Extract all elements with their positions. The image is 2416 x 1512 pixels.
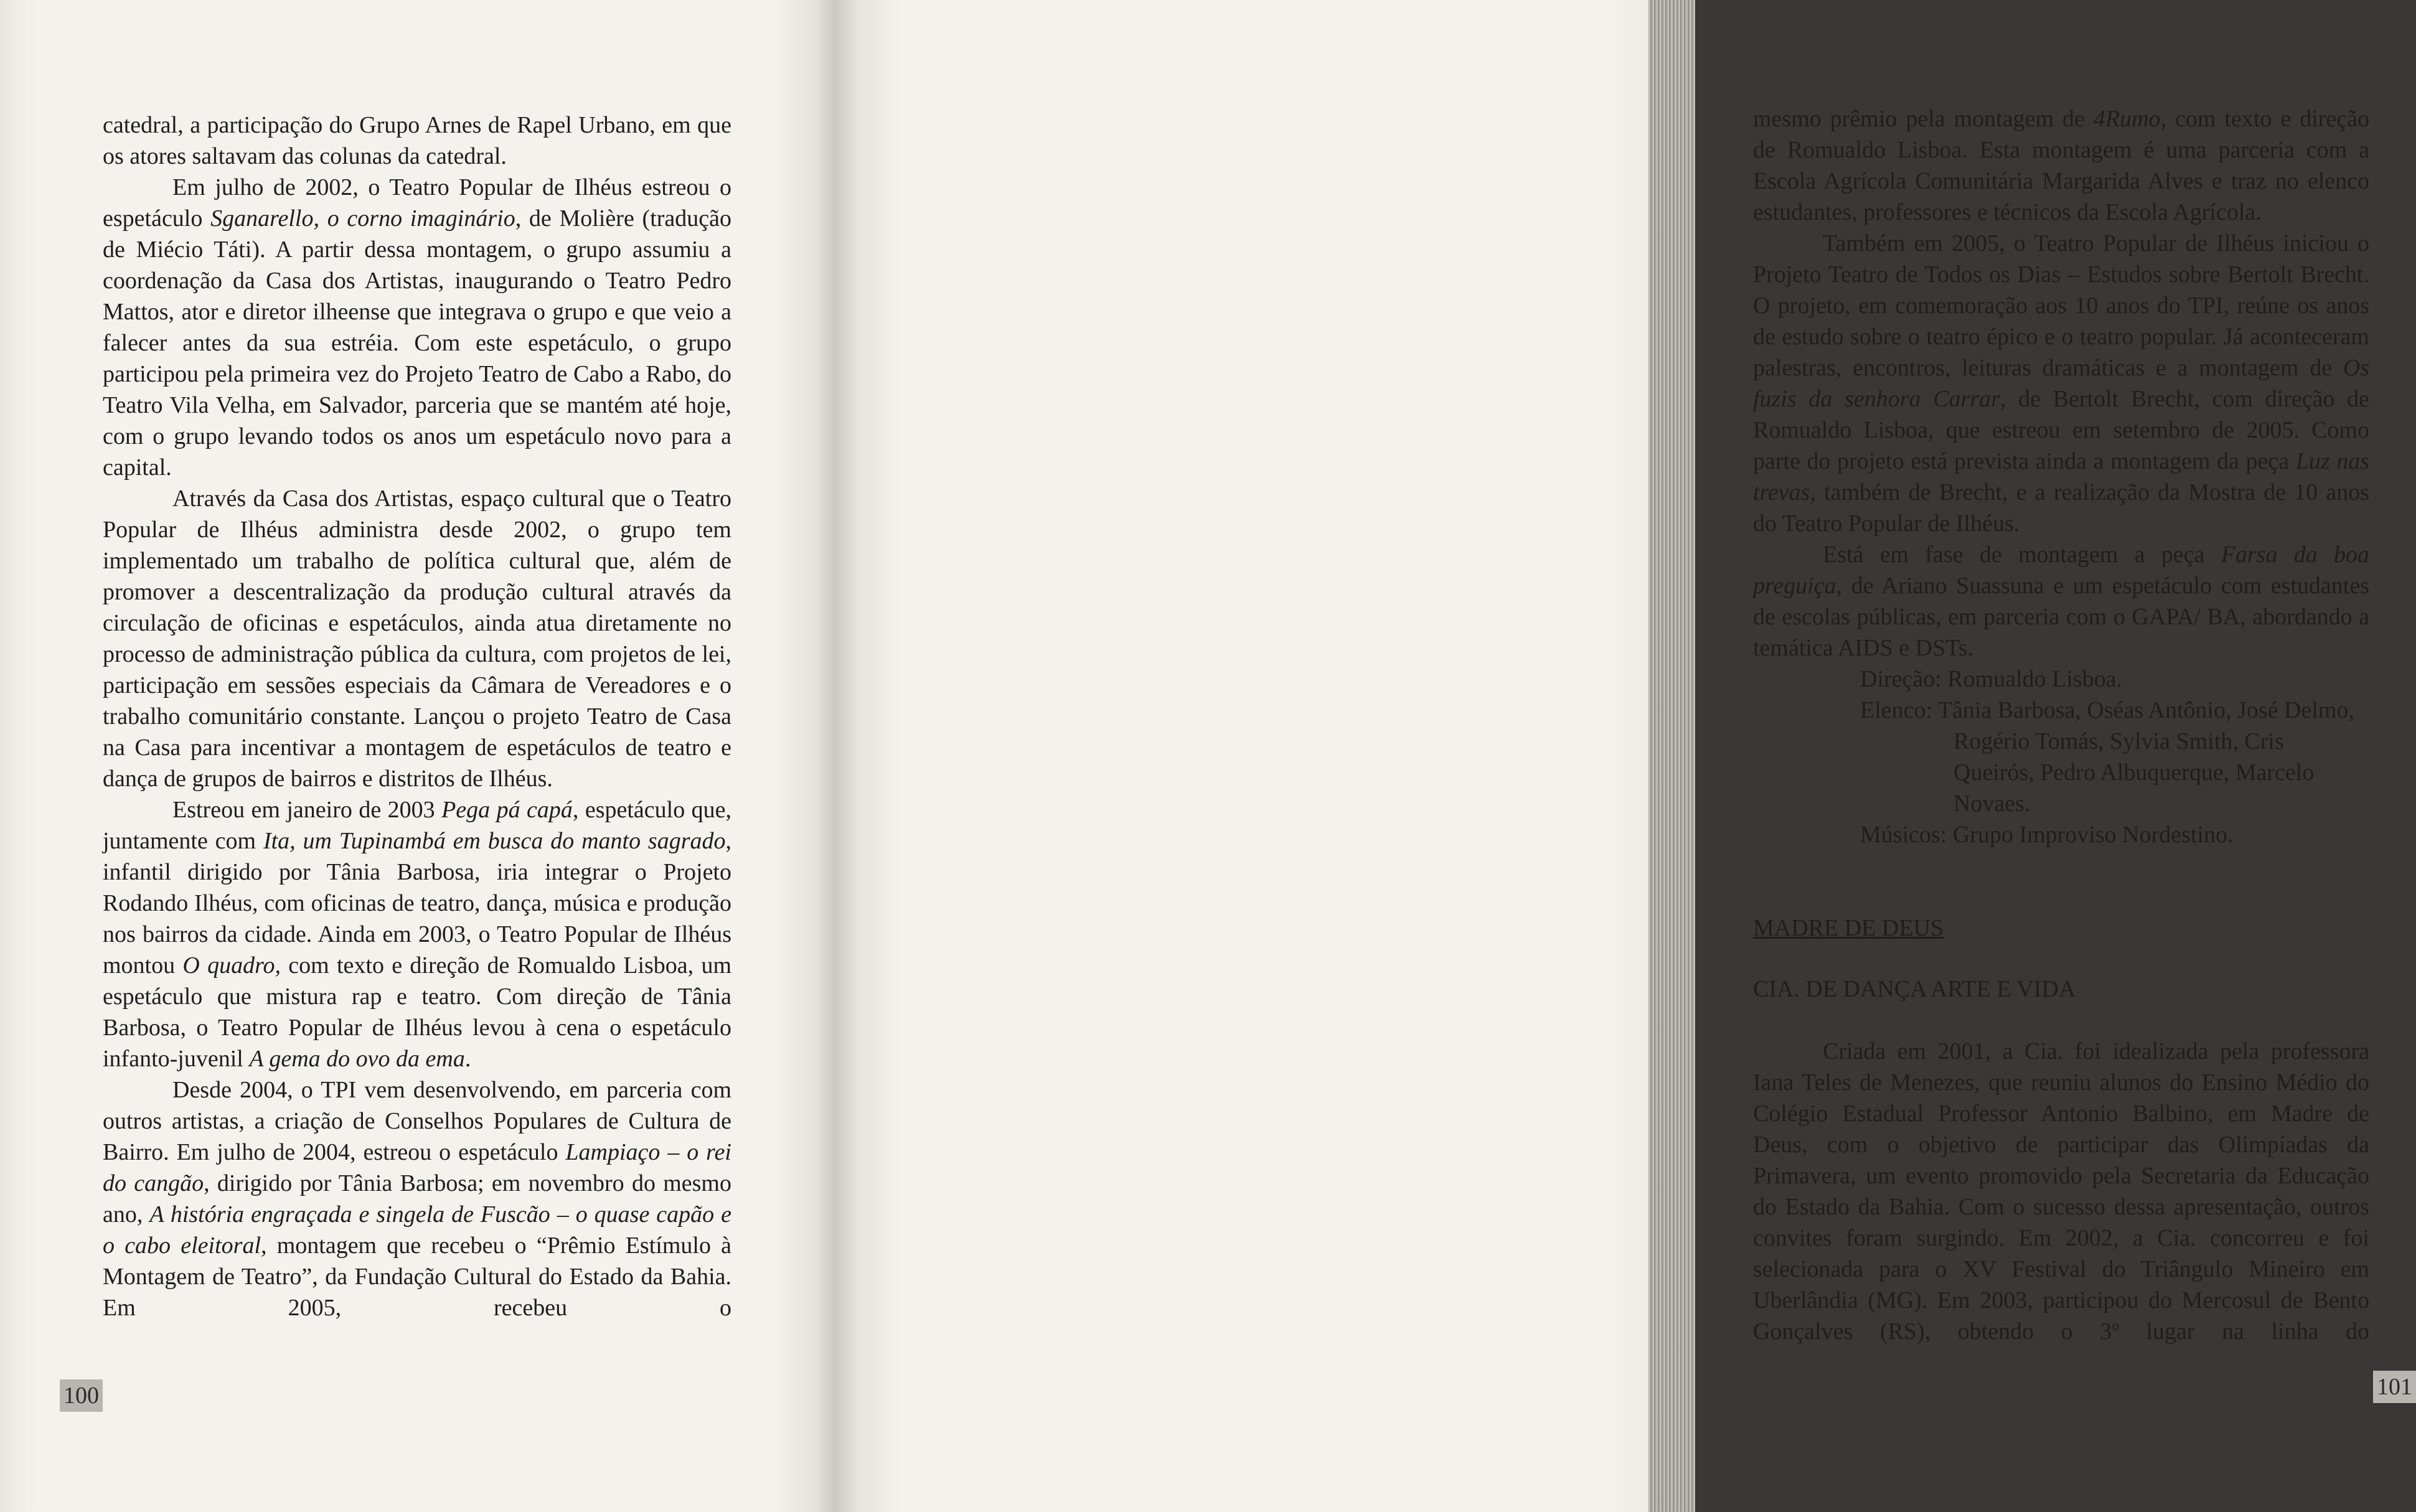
section-heading: MADRE DE DEUS	[1753, 915, 1944, 941]
play-title: Sganarello, o corno imaginário	[210, 205, 515, 232]
credit-direction: Direção: Romualdo Lisboa.	[1860, 666, 2123, 692]
paragraph: Está em fase de montagem a peça Farsa da boa preguiça, de Ariano Suassuna e um espetáculo com estudantes de escolas públicas, em parceria com o GAPA/ BA, abordando a temática AIDS e DSTs.	[1753, 542, 2370, 661]
right-page	[833, 0, 2412, 1512]
play-title: Os fuzis da senhora Carrar	[1753, 355, 2370, 412]
play-title: Farsa da boa preguiça	[1753, 542, 2370, 599]
left-page	[0, 0, 833, 1512]
company-name: CIA. DE DANÇA ARTE E VIDA	[1753, 976, 2076, 1002]
paragraph: Através da Casa dos Artistas, espaço cultural que o Teatro Popular de Ilhéus administra desde 2002, o grupo tem implementado um trabalho de política cultural que, além de promover a descentralização da produção cultural através da circulação de oficinas e espetáculos, ainda atua diretamente no processo de administração pública da cultura, com projetos de lei, participação em sessões especiais da Câmara de Vereadores e o trabalho comunitário constante. Lançou o projeto Teatro de Casa na Casa para incentivar a montagem de espetáculos de teatro e dança de grupos de bairros e distritos de Ilhéus.	[103, 486, 731, 792]
paragraph: Também em 2005, o Teatro Popular de Ilhéus iniciou o Projeto Teatro de Todos os Dias – Estudos sobre Bertolt Brecht. O projeto, em comemoração aos 10 anos do TPI, reúne os anos de estudo sobre o teatro épico e o teatro popular. Já aconteceram palestras, encontros, leituras dramáticas e a montagem de Os fuzis da senhora Carrar, de Bertolt Brecht, com direção de Romualdo Lisboa, que estreou em setembro de 2005. Como parte do projeto está prevista ainda a montagem da peça Luz nas trevas, também de Brecht, e a realização da Mostra de 10 anos do Teatro Popular de Ilhéus.	[1753, 230, 2370, 537]
play-title: Pega pá capá	[441, 797, 573, 823]
credit-musicians: Músicos: Grupo Improviso Nordestino.	[1860, 822, 2234, 848]
paragraph: catedral, a participação do Grupo Arnes de Rapel Urbano, em que os atores saltavam das colunas da catedral.	[103, 112, 731, 169]
right-page-body	[1753, 103, 2369, 1347]
play-title: A história engraçada e singela de Fuscão – o quase capão e o cabo eleitoral	[103, 1201, 731, 1259]
page-edges	[1648, 0, 1695, 1512]
paragraph: mesmo prêmio pela montagem de 4Rumo, com texto e direção de Romualdo Lisboa. Esta montagem é uma parceria com a Escola Agrícola Comunitária Margarida Alves e traz no elenco estudantes, professores e técnicos da Escola Agrícola.	[1753, 106, 2370, 225]
play-title: A gema do ovo da ema	[249, 1046, 465, 1072]
play-title: Luz nas trevas	[1753, 448, 2370, 505]
left-page-body	[103, 110, 731, 1323]
paragraph: Estreou em janeiro de 2003 Pega pá capá, espetáculo que, juntamente com Ita, um Tupinambá em busca do manto sagrado, infantil dirigido por Tânia Barbosa, iria integrar o Projeto Rodando Ilhéus, com oficinas de teatro, dança, música e produção nos bairros da cidade. Ainda em 2003, o Teatro Popular de Ilhéus montou O quadro, com texto e direção de Romualdo Lisboa, um espetáculo que mistura rap e teatro. Com direção de Tânia Barbosa, o Teatro Popular de Ilhéus levou à cena o espetáculo infanto-juvenil A gema do ovo da ema.	[103, 797, 732, 1072]
paragraph: Em julho de 2002, o Teatro Popular de Ilhéus estreou o espetáculo Sganarello, o corno imaginário, de Molière (tradução de Miécio Táti). A partir dessa montagem, o grupo assumiu a coordenação da Casa dos Artistas, inaugurando o Teatro Pedro Mattos, ator e diretor ilheense que integrava o grupo e que veio a falecer antes da sua estréia. Com este espetáculo, o grupo participou pela primeira vez do Projeto Teatro de Cabo a Rabo, do Teatro Vila Velha, em Salvador, parceria que se mantém até hoje, com o grupo levando todos os anos um espetáculo novo para a capital.	[103, 174, 732, 481]
page-number: 100	[60, 1379, 103, 1412]
play-title: 4Rumo	[2093, 106, 2161, 132]
paragraph: Criada em 2001, a Cia. foi idealizada pela professora Iana Teles de Menezes, que reuniu alunos do Ensino Médio do Colégio Estadual Professor Antonio Balbino, em Madre de Deus, com o objetivo de participar das Olimpíadas da Primavera, um evento promovido pela Secretaria da Educação do Estado da Bahia. Com o sucesso dessa apresentação, outros convites foram surgindo. Em 2002, a Cia. concorreu e foi selecionada para o XV Festival do Triângulo Mineiro em Uberlândia (MG). Em 2003, participou do Mercosul de Bento Gonçalves (RS), obtendo o 3º lugar na linha do	[1753, 1038, 2369, 1345]
play-title: Ita, um Tupinambá em busca do manto sagrado	[263, 828, 726, 854]
paragraph: Desde 2004, o TPI vem desenvolvendo, em parceria com outros artistas, a criação de Conselhos Populares de Cultura de Bairro. Em julho de 2004, estreou o espetáculo Lampiaço – o rei do cangão, dirigido por Tânia Barbosa; em novembro do mesmo ano, A história engraçada e singela de Fuscão – o quase capão e o cabo eleitoral, montagem que recebeu o “Prêmio Estímulo à Montagem de Teatro”, da Fundação Cultural do Estado da Bahia. Em 2005, recebeu o	[103, 1077, 731, 1321]
page-number: 101	[2373, 1371, 2416, 1403]
play-title: Lampiaço – o rei do cangão	[103, 1139, 731, 1196]
play-title: O quadro,	[182, 952, 281, 979]
credit-cast: Elenco: Tânia Barbosa, Oséas Antônio, José Delmo, Rogério Tomás, Sylvia Smith, Cris Queirós, Pedro Albuquerque, Marcelo Novaes.	[1860, 697, 2354, 817]
